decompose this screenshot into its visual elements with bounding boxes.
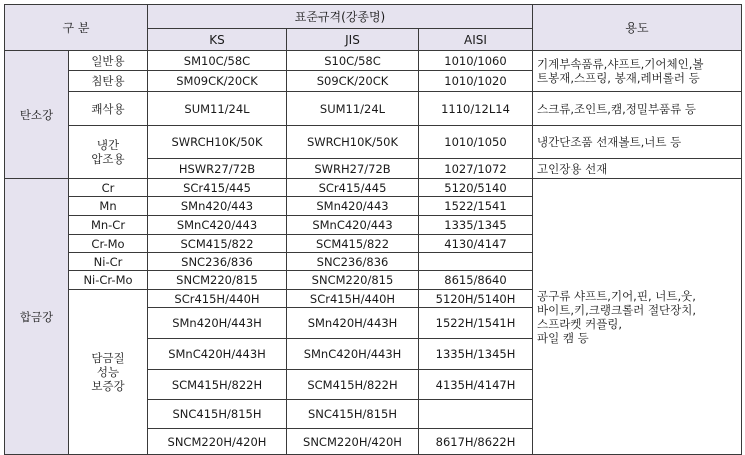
jis-cell: SMn420/443 (287, 197, 419, 216)
ks-cell: SNCM220/815 (148, 271, 287, 290)
subcategory-cell: 침탄용 (69, 71, 148, 92)
jis-cell: SMnC420/443 (287, 216, 419, 235)
ks-cell: SWRCH10K/50K (148, 126, 287, 159)
usage-line: 공구류 샤프트,기어,핀, 너트,웃, (537, 288, 696, 303)
ks-cell: SCM415H/822H (148, 370, 287, 400)
usage-cold: 냉간단조품 선재볼트,너트 등 (533, 126, 742, 159)
spec-table-wrapper (4, 4, 742, 455)
subcategory-cell: Mn-Cr (69, 216, 148, 235)
subcategory-line: 압조용 (91, 152, 125, 166)
subcategory-cell: Ni-Cr (69, 253, 148, 271)
subcategory-line: 담금질 (91, 351, 125, 365)
subcategory-line: 보증강 (91, 379, 125, 393)
aisi-cell: 8615/8640 (419, 271, 533, 290)
header-gubun: 구 분 (5, 5, 148, 51)
subcategory-cold-heading (69, 126, 148, 179)
jis-cell: SNC415H/815H (287, 400, 419, 429)
ks-cell: SM10C/58C (148, 51, 287, 71)
subcategory-cell: Mn (69, 197, 148, 216)
jis-cell: SWRH27/72B (287, 159, 419, 179)
steel-standard-table (4, 4, 742, 455)
aisi-cell: 1010/1020 (419, 71, 533, 92)
ks-cell: SCr415H/440H (148, 290, 287, 308)
ks-cell: SNC236/836 (148, 253, 287, 271)
group-alloy-steel: 합금강 (5, 179, 69, 455)
aisi-cell: 5120H/5140H (419, 290, 533, 308)
subcategory-cell: Cr (69, 179, 148, 197)
aisi-cell: 8617H/8622H (419, 429, 533, 455)
jis-cell: SNC236/836 (287, 253, 419, 271)
ks-cell: SNC415H/815H (148, 400, 287, 429)
subcategory-cell: Ni-Cr-Mo (69, 271, 148, 290)
usage-free-cutting: 스크류,조인트,캠,정밀부품류 등 (533, 92, 742, 126)
aisi-cell: 1010/1050 (419, 126, 533, 159)
aisi-cell: 1335/1345 (419, 216, 533, 235)
usage-line: 트봉재,스프링, 봉재,레버롤러 등 (537, 71, 700, 85)
jis-cell: SMnC420H/443H (287, 339, 419, 370)
header-row-1 (5, 5, 742, 29)
usage-line: 파일 캠 등 (537, 330, 589, 345)
table-row (5, 92, 742, 126)
header-ks: KS (148, 29, 287, 51)
aisi-cell (419, 253, 533, 271)
usage-spring: 고인장용 선재 (533, 159, 742, 179)
jis-cell: SCr415H/440H (287, 290, 419, 308)
table-row (5, 51, 742, 71)
header-standard: 표준규격(강종명) (148, 5, 533, 29)
aisi-cell: 1110/12L14 (419, 92, 533, 126)
ks-cell: SUM11/24L (148, 92, 287, 126)
aisi-cell: 5120/5140 (419, 179, 533, 197)
jis-cell: SCr415/445 (287, 179, 419, 197)
ks-cell: SMnC420/443 (148, 216, 287, 235)
jis-cell: SWRCH10K/50K (287, 126, 419, 159)
aisi-cell: 1027/1072 (419, 159, 533, 179)
jis-cell: SUM11/24L (287, 92, 419, 126)
ks-cell: SMn420H/443H (148, 308, 287, 339)
aisi-cell: 1522H/1541H (419, 308, 533, 339)
usage-line: 바이트,키,크랭크롤러 절단장치, (537, 302, 697, 317)
subcategory-hardenability (69, 290, 148, 455)
jis-cell: SCM415/822 (287, 235, 419, 253)
subcategory-cell: 쾌삭용 (69, 92, 148, 126)
usage-alloy (533, 179, 742, 455)
aisi-cell: 1335H/1345H (419, 339, 533, 370)
jis-cell: SCM415H/822H (287, 370, 419, 400)
header-usage: 용도 (533, 5, 742, 51)
subcategory-cell: 일반용 (69, 51, 148, 71)
jis-cell: S10C/58C (287, 51, 419, 71)
subcategory-line: 냉간 (96, 138, 120, 152)
aisi-cell: 1010/1060 (419, 51, 533, 71)
aisi-cell (419, 400, 533, 429)
usage-general (533, 51, 742, 92)
subcategory-line: 성능 (96, 365, 120, 379)
ks-cell: SNCM220H/420H (148, 429, 287, 455)
ks-cell: HSWR27/72B (148, 159, 287, 179)
ks-cell: SCr415/445 (148, 179, 287, 197)
group-carbon-steel: 탄소강 (5, 51, 69, 179)
ks-cell: SMnC420H/443H (148, 339, 287, 370)
aisi-cell: 4130/4147 (419, 235, 533, 253)
table-row (5, 126, 742, 159)
jis-cell: SNCM220/815 (287, 271, 419, 290)
usage-line: 스프라켓 커플링, (537, 316, 623, 331)
aisi-cell: 4135H/4147H (419, 370, 533, 400)
jis-cell: SMn420H/443H (287, 308, 419, 339)
usage-line: 기계부속품류,샤프트,기어체인,볼 (537, 57, 704, 71)
aisi-cell: 1522/1541 (419, 197, 533, 216)
table-row (5, 179, 742, 197)
jis-cell: SNCM220H/420H (287, 429, 419, 455)
jis-cell: S09CK/20CK (287, 71, 419, 92)
header-jis: JIS (287, 29, 419, 51)
ks-cell: SMn420/443 (148, 197, 287, 216)
header-aisi: AISI (419, 29, 533, 51)
ks-cell: SCM415/822 (148, 235, 287, 253)
ks-cell: SM09CK/20CK (148, 71, 287, 92)
subcategory-cell: Cr-Mo (69, 235, 148, 253)
